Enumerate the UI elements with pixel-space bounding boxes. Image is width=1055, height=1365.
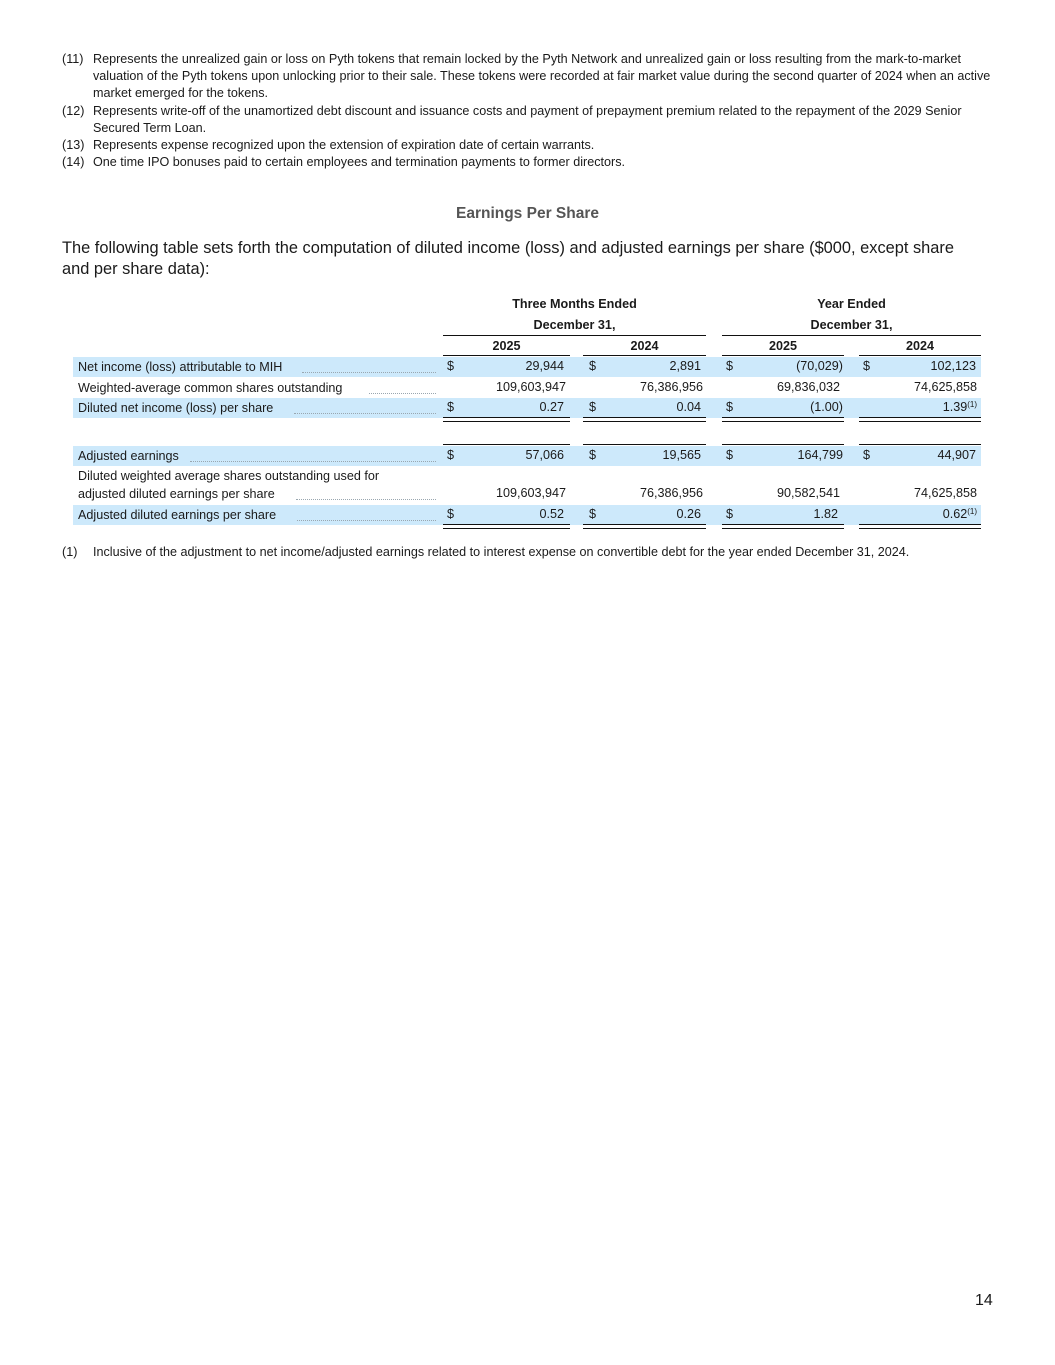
double-underline <box>859 524 981 525</box>
leader-dots <box>190 461 436 462</box>
year-header-y-2025: 2025 <box>768 339 798 353</box>
double-underline <box>859 528 981 529</box>
currency-symbol: $ <box>726 507 734 521</box>
cell-net-income-y2024: 102,123 <box>930 359 976 373</box>
note-item <box>62 103 997 137</box>
double-underline <box>859 417 981 418</box>
cell-adjusted-diluted-eps-y2025: 1.82 <box>813 507 838 521</box>
cell-adjusted-diluted-eps-y2024 <box>859 507 977 521</box>
year-underline <box>443 355 570 356</box>
note-number: (11) <box>62 52 84 66</box>
currency-symbol: $ <box>726 359 734 373</box>
note-number: (13) <box>62 138 85 153</box>
currency-symbol: $ <box>589 448 597 462</box>
cell-diluted-eps-y2024 <box>859 400 977 414</box>
double-underline <box>443 524 570 525</box>
year-underline <box>583 355 706 356</box>
footnote-marker: (1) <box>967 507 977 516</box>
note-item <box>62 51 997 103</box>
top-rule <box>583 444 706 445</box>
cell-weighted-shares-y2025: 69,836,032 <box>776 380 840 394</box>
currency-symbol: $ <box>726 400 734 414</box>
year-ended-header-line2: December 31, <box>810 318 893 332</box>
note-number: (12) <box>62 103 85 118</box>
cell-diluted-eps-q2024: 0.04 <box>676 400 701 414</box>
currency-symbol: $ <box>863 448 871 462</box>
cell-net-income-y2025: (70,029) <box>796 359 843 373</box>
double-underline <box>583 528 706 529</box>
note-number: (14) <box>62 155 85 170</box>
table-footnote <box>62 545 1022 559</box>
note-text: One time IPO bonuses paid to certain employees and termination payments to former directors. <box>93 155 625 170</box>
currency-symbol: $ <box>726 448 734 462</box>
leader-dots <box>294 413 436 414</box>
row-label-adjusted-diluted-eps: Adjusted diluted earnings per share <box>78 508 277 522</box>
cell-diluted-weighted-shares-y2025: 90,582,541 <box>776 486 840 500</box>
page-number: 14 <box>975 1292 993 1309</box>
row-label-adjusted-earnings: Adjusted earnings <box>78 449 179 463</box>
currency-symbol: $ <box>863 359 871 373</box>
cell-diluted-eps-q2025: 0.27 <box>539 400 564 414</box>
double-underline <box>722 421 844 422</box>
cell-value: 1.39 <box>942 400 968 414</box>
currency-symbol: $ <box>589 400 597 414</box>
currency-symbol: $ <box>589 507 597 521</box>
year-header-q-2025: 2025 <box>492 339 521 353</box>
currency-symbol: $ <box>447 359 455 373</box>
row-label-weighted-shares: Weighted-average common shares outstanding <box>78 381 343 395</box>
footnote-number: (1) <box>62 545 78 559</box>
note-item <box>62 154 997 171</box>
leader-dots <box>296 499 436 500</box>
year-header-q-2024: 2024 <box>630 339 659 353</box>
double-underline <box>443 421 570 422</box>
header-underline <box>722 335 981 336</box>
row-label-diluted-weighted-shares-line2: adjusted diluted earnings per share <box>78 487 275 501</box>
currency-symbol: $ <box>447 448 455 462</box>
double-underline <box>722 524 844 525</box>
three-months-header-line2: December 31, <box>533 318 616 332</box>
notes-list <box>62 51 997 171</box>
leader-dots <box>302 372 436 373</box>
double-underline <box>722 528 844 529</box>
section-title: Earnings Per Share <box>455 205 599 222</box>
cell-diluted-weighted-shares-q2024: 76,386,956 <box>639 486 703 500</box>
cell-diluted-weighted-shares-q2025: 109,603,947 <box>495 486 566 500</box>
double-underline <box>583 421 706 422</box>
leader-dots <box>297 520 436 521</box>
note-text: Represents expense recognized upon the extension of expiration date of certain warrants. <box>93 138 595 153</box>
note-item <box>62 137 997 154</box>
year-ended-header-line1: Year Ended <box>817 297 886 311</box>
double-underline <box>443 417 570 418</box>
cell-adjusted-earnings-y2025: 164,799 <box>797 448 843 462</box>
cell-diluted-weighted-shares-y2024: 74,625,858 <box>913 486 977 500</box>
double-underline <box>722 417 844 418</box>
cell-diluted-eps-y2025: (1.00) <box>810 400 843 414</box>
header-underline <box>443 335 706 336</box>
top-rule <box>859 444 981 445</box>
currency-symbol: $ <box>447 400 455 414</box>
row-label-diluted-eps: Diluted net income (loss) per share <box>78 401 274 415</box>
year-underline <box>722 355 844 356</box>
cell-adjusted-earnings-y2024: 44,907 <box>937 448 976 462</box>
cell-weighted-shares-y2024: 74,625,858 <box>913 380 977 394</box>
footnote-marker: (1) <box>967 400 977 409</box>
year-underline <box>859 355 981 356</box>
intro-paragraph: The following table sets forth the computation of diluted income (loss) and adjusted earnings per share ($000, except share and per share data): <box>62 239 954 278</box>
note-text: Represents the unrealized gain or loss on Pyth tokens that remain locked by the Pyth Network and unrealized gain or loss resulting from the mark-to-market valuation of the Pyth tokens upon unlocking prior to their sale. These tokens were recorded at fair market value during the second quarter of 2024 when an active market emerged for the tokens. <box>93 52 991 101</box>
double-underline <box>583 524 706 525</box>
cell-net-income-q2025: 29,944 <box>525 359 564 373</box>
double-underline <box>859 421 981 422</box>
double-underline <box>583 417 706 418</box>
currency-symbol: $ <box>447 507 455 521</box>
three-months-header-line1: Three Months Ended <box>512 297 637 311</box>
cell-adjusted-diluted-eps-q2024: 0.26 <box>676 507 701 521</box>
year-header-y-2024: 2024 <box>905 339 935 353</box>
top-rule <box>443 444 570 445</box>
row-label-net-income: Net income (loss) attributable to MIH <box>78 360 283 374</box>
cell-weighted-shares-q2024: 76,386,956 <box>639 380 703 394</box>
cell-adjusted-earnings-q2025: 57,066 <box>525 448 564 462</box>
currency-symbol: $ <box>589 359 597 373</box>
cell-adjusted-earnings-q2024: 19,565 <box>662 448 701 462</box>
top-rule <box>722 444 844 445</box>
note-text: Represents write-off of the unamortized debt discount and issuance costs and payment of prepayment premium related to the repayment of the 2029 Senior Secured Term Loan. <box>93 103 962 135</box>
row-label-diluted-weighted-shares-line1: Diluted weighted average shares outstanding used for <box>78 469 380 483</box>
cell-weighted-shares-q2025: 109,603,947 <box>495 380 566 394</box>
footnote-text: Inclusive of the adjustment to net income/adjusted earnings related to interest expense on convertible debt for the year ended December 31, 2024. <box>93 545 910 559</box>
cell-net-income-q2024: 2,891 <box>669 359 701 373</box>
leader-dots <box>369 393 436 394</box>
double-underline <box>443 528 570 529</box>
cell-adjusted-diluted-eps-q2025: 0.52 <box>539 507 564 521</box>
cell-value: 0.62 <box>942 507 968 521</box>
